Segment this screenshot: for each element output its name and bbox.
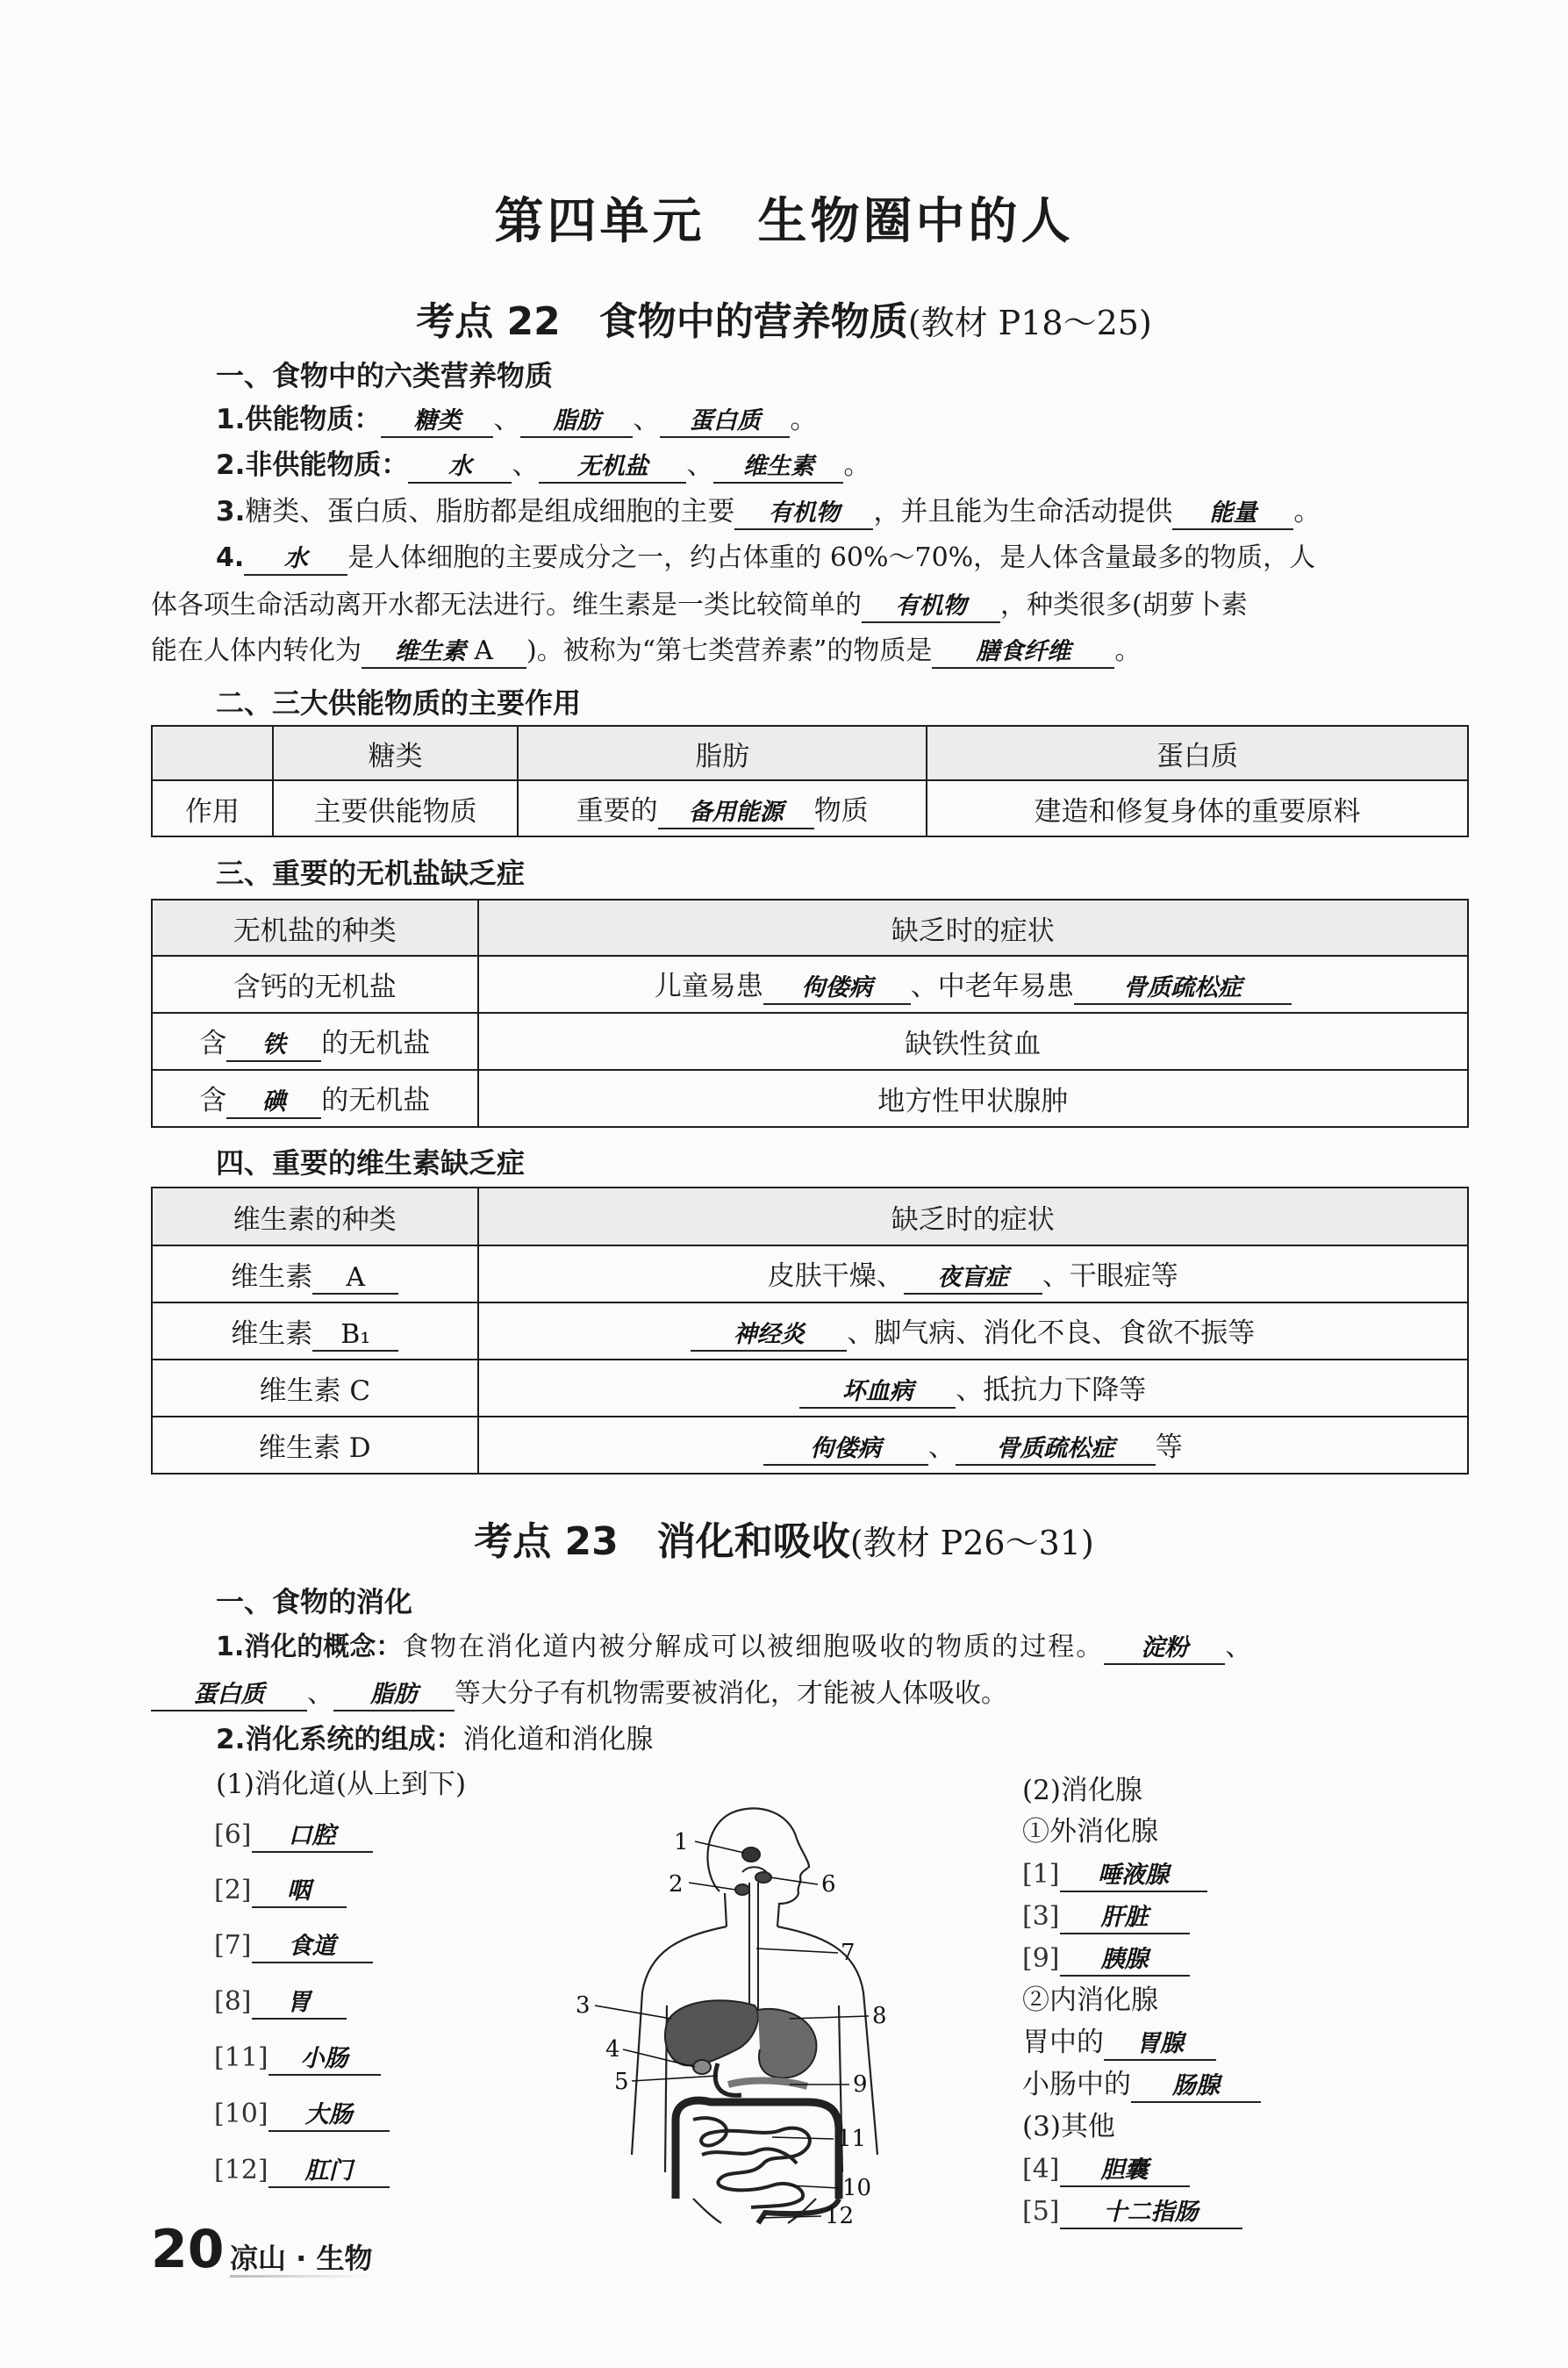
t3-r1-ans: A: [312, 1263, 398, 1295]
kp22-ref: (教材 P18～25): [907, 304, 1152, 342]
q4-ans3-letter: A: [474, 635, 494, 666]
tract-ans: 食道: [252, 1932, 373, 1963]
t3-r4-mid: 、: [927, 1432, 956, 1463]
t2-r1-sym: [478, 956, 1468, 1013]
diagram-label: 7: [841, 1940, 856, 1966]
q1-sep2: 、: [633, 404, 661, 435]
diagram-label: 10: [842, 2175, 872, 2201]
kp23-q1-sep2: 、: [307, 1678, 333, 1709]
q1-ans1: 糖类: [381, 406, 493, 438]
t1-c2-post: 物质: [813, 794, 869, 827]
tract-item: [214, 2040, 381, 2076]
t3-r1-kind: [152, 1245, 478, 1302]
t3-h2: 缺乏时的症状: [478, 1188, 1468, 1245]
footer-text: 凉山 · 生物: [230, 2242, 373, 2275]
kp23-title: [0, 1510, 1568, 1566]
mineral-table: [151, 899, 1469, 1128]
tract-ans: 胃: [252, 1988, 347, 2020]
t3-r1-sym: [478, 1245, 1468, 1302]
kp23-q2-num: 2.: [216, 1724, 246, 1755]
q2-ans3: 维生素: [713, 452, 843, 484]
tract-ans: 大肠: [268, 2100, 390, 2132]
outer-idx: [3]: [1022, 1901, 1060, 1932]
q3-t3: 。: [1293, 496, 1321, 527]
q3-t2: ，并且能为生命活动提供: [873, 496, 1173, 527]
t1-c2-ans: 备用能源: [658, 798, 814, 829]
tract-idx: [11]: [214, 2042, 268, 2073]
t3-r2-kind-text: 维生素: [231, 1317, 313, 1350]
t3-r4-a1: 佝偻病: [763, 1434, 928, 1466]
t2-h2: 缺乏时的症状: [478, 900, 1468, 956]
kp22-q2: [216, 448, 870, 484]
diagram-label: 4: [605, 2036, 620, 2063]
page-number: 20: [151, 2219, 225, 2280]
inner-item-stomach: [1022, 2025, 1216, 2061]
kp23-q1-sep1: 、: [1225, 1632, 1252, 1662]
kp22-q4-line1: [216, 541, 1315, 576]
t2-h1: 无机盐的种类: [152, 900, 478, 956]
diagram-label: 12: [825, 2203, 855, 2225]
outer-title: ①外消化腺: [1022, 1816, 1158, 1848]
t1-h3: 蛋白质: [927, 726, 1468, 780]
inner2-pre: 小肠中的: [1022, 2069, 1131, 2100]
q4-ans1: 水: [244, 544, 347, 576]
other-ans: 十二指肠: [1060, 2198, 1242, 2229]
q2-sep2: 、: [686, 449, 714, 481]
outer-ans: 唾液腺: [1060, 1861, 1207, 1892]
q4-t6: 。: [1114, 635, 1142, 666]
t3-r4-kind: 维生素 D: [152, 1417, 478, 1474]
kp23-q1-a1: 淀粉: [1104, 1633, 1225, 1665]
diagram-label: 2: [669, 1871, 684, 1898]
kp22-title-text: 考点 22 食物中的营养物质: [416, 299, 908, 344]
diagram-label: 6: [821, 1871, 836, 1898]
tract-item: [214, 1817, 373, 1853]
t3-r4-a2: 骨质疏松症: [956, 1434, 1156, 1466]
kp23-q1-t1: 食物在消化道内被分解成可以被细胞吸收的物质的过程。: [402, 1632, 1105, 1662]
t3-r2-post: 、脚气病、消化不良、食欲不振等: [847, 1317, 1256, 1349]
kp23-q1-t2: 等大分子有机物需要被消化，才能被人体吸收。: [455, 1678, 1007, 1709]
tract-item: [214, 2152, 390, 2188]
t3-r4-sym: [478, 1417, 1468, 1474]
q1-end: 。: [790, 404, 818, 435]
kp23-q2-label: 消化系统的组成：: [245, 1724, 463, 1755]
q1-label: 供能物质：: [245, 404, 382, 435]
diagram-label: 5: [614, 2069, 629, 2095]
t2-r1-a2: 骨质疏松症: [1074, 973, 1292, 1005]
kp22-q1: [216, 402, 817, 438]
vitamin-table: [151, 1187, 1469, 1475]
outer-item: [1022, 1898, 1190, 1934]
other-idx: [4]: [1022, 2154, 1060, 2185]
outer-item: [1022, 1941, 1190, 1977]
q1-ans2: 脂肪: [520, 406, 633, 438]
q1-ans3: 蛋白质: [660, 406, 790, 438]
t2-r2-kind: [152, 1013, 478, 1070]
q4-ans3-text: 维生素: [394, 638, 466, 665]
t2-r1-kind: 含钙的无机盐: [152, 956, 478, 1013]
other-item: [1022, 2193, 1242, 2229]
diagram-label: 11: [837, 2126, 867, 2152]
kp23-q1-num: 1.: [216, 1632, 245, 1662]
kp22-title: [0, 290, 1568, 346]
other-item: [1022, 2151, 1190, 2187]
tract-idx: [6]: [214, 1819, 252, 1850]
kp23-title-text: 考点 23 消化和吸收: [474, 1519, 850, 1564]
q2-ans2: 无机盐: [539, 452, 686, 484]
t1-c1: 主要供能物质: [273, 780, 519, 836]
inner-item-intestine: [1022, 2067, 1261, 2103]
q4-t3: ，种类很多(胡萝卜素: [1000, 590, 1248, 621]
q4-num: 4.: [216, 542, 245, 573]
t2-r2-pre: 含: [199, 1028, 227, 1059]
inner1-pre: 胃中的: [1022, 2027, 1104, 2058]
t1-h0: [152, 726, 273, 780]
t1-c2-pre: 重要的: [576, 794, 658, 827]
kp23-q2: [216, 1722, 653, 1757]
q2-num: 2.: [216, 449, 246, 481]
q3-t1: 糖类、蛋白质、脂肪都是组成细胞的主要: [245, 496, 735, 527]
inner-title: ②内消化腺: [1022, 1984, 1158, 2016]
tract-item: [214, 2096, 390, 2132]
tract-idx: [2]: [214, 1875, 252, 1905]
tract-idx: [12]: [214, 2155, 268, 2185]
t2-r3-ans: 碘: [226, 1087, 321, 1119]
q3-ans1: 有机物: [734, 499, 873, 530]
tract-title: (1)消化道(从上到下): [216, 1769, 467, 1800]
t1-h2: 脂肪: [518, 726, 927, 780]
t3-r2-ans: B₁: [312, 1320, 398, 1352]
outer-item: [1022, 1856, 1207, 1892]
t3-r1-post: 、干眼症等: [1042, 1260, 1178, 1292]
q2-label: 非供能物质：: [245, 449, 409, 481]
kp22-sec3: 三、重要的无机盐缺乏症: [216, 857, 526, 890]
t2-r2-sym: 缺铁性贫血: [478, 1013, 1468, 1070]
q2-ans1: 水: [408, 452, 512, 484]
t3-r2-a1: 神经炎: [691, 1320, 847, 1352]
outer-idx: [9]: [1022, 1943, 1060, 1974]
t1-h1: 糖类: [273, 726, 519, 780]
q4-ans3: [362, 636, 526, 669]
kp22-sec1: 一、食物中的六类营养物质: [216, 359, 554, 392]
tract-item: [214, 1984, 347, 2020]
t1-row-label: 作用: [152, 780, 273, 836]
q4-t4: 能在人体内转化为: [151, 635, 362, 666]
kp23-ref: (教材 P26～31): [849, 1524, 1094, 1562]
kp23-sec1: 一、食物的消化: [216, 1585, 413, 1618]
t3-r1-pre: 皮肤干燥、: [767, 1260, 904, 1292]
t3-r1-a1: 夜盲症: [904, 1263, 1042, 1295]
diagram-label: 3: [576, 1992, 591, 2019]
diagram-label: 9: [853, 2071, 868, 2098]
t2-r3-sym: 地方性甲状腺肿: [478, 1070, 1468, 1127]
t2-r3-kind: [152, 1070, 478, 1127]
q3-ans2: 能量: [1172, 499, 1293, 530]
q1-sep1: 、: [493, 404, 521, 435]
t2-r3-pre: 含: [199, 1085, 227, 1116]
kp23-q1-line1: [216, 1630, 1251, 1665]
kp23-q1-label: 消化的概念：: [244, 1632, 403, 1662]
other-title: (3)其他: [1022, 2111, 1115, 2142]
kp23-q1-line2: [151, 1676, 1007, 1711]
t3-r2-kind: [152, 1302, 478, 1360]
q1-num: 1.: [216, 404, 246, 435]
t3-r4-post: 等: [1155, 1432, 1183, 1463]
t2-r1-mid: 、中老年易患: [910, 971, 1074, 1002]
q4-t1: 是人体细胞的主要成分之一，约占体重的 60%～70%，是人体含量最多的物质，人: [347, 542, 1316, 573]
other-ans: 胆囊: [1060, 2156, 1190, 2187]
kp22-q4-line2: [151, 588, 1248, 623]
t2-r1-pre: 儿童易患: [654, 971, 763, 1002]
outer-ans: 肝脏: [1060, 1903, 1190, 1934]
t2-r1-a1: 佝偻病: [763, 973, 911, 1005]
t3-r3-a1: 坏血病: [799, 1377, 956, 1409]
kp22-q3: [216, 494, 1321, 530]
outer-idx: [1]: [1022, 1859, 1060, 1890]
t2-r2-ans: 铁: [226, 1030, 321, 1062]
diagram-label: 1: [674, 1829, 689, 1855]
kp23-q1-a2: 蛋白质: [151, 1680, 307, 1711]
t3-r3-kind: 维生素 C: [152, 1360, 478, 1417]
t3-h1: 维生素的种类: [152, 1188, 478, 1245]
q2-end: 。: [843, 449, 871, 481]
kp22-q4-line3: [151, 634, 1141, 669]
kp23-q2-t1: 消化道和消化腺: [462, 1724, 654, 1755]
tract-idx: [7]: [214, 1930, 252, 1961]
t2-r2-post: 的无机盐: [321, 1028, 431, 1059]
digestive-system-diagram: [570, 1786, 939, 2225]
t3-r2-sym: [478, 1302, 1468, 1360]
tract-ans: 口腔: [252, 1821, 373, 1853]
other-idx: [5]: [1022, 2196, 1060, 2227]
t3-r3-sym: [478, 1360, 1468, 1417]
t3-r3-post: 、抵抗力下降等: [956, 1374, 1147, 1406]
nutrient-function-table: [151, 725, 1469, 837]
outer-ans: 胰腺: [1060, 1945, 1190, 1977]
kp22-sec2: 二、三大供能物质的主要作用: [216, 686, 582, 720]
tract-item: [214, 1872, 347, 1908]
tract-ans: 肛门: [268, 2156, 390, 2188]
q4-t5: )。被称为“第七类营养素”的物质是: [526, 635, 933, 666]
q4-ans2: 有机物: [862, 592, 1000, 623]
tract-idx: [8]: [214, 1986, 252, 2017]
tract-ans: 小肠: [268, 2044, 381, 2076]
tract-item: [214, 1927, 373, 1963]
tract-idx: [10]: [214, 2099, 268, 2129]
unit-title: 第四单元 生物圈中的人: [494, 193, 1074, 250]
q2-sep1: 、: [512, 449, 540, 481]
kp23-q1-a3: 脂肪: [333, 1680, 455, 1711]
glands-title: (2)消化腺: [1022, 1775, 1142, 1806]
inner2-ans: 肠腺: [1131, 2071, 1261, 2103]
footer-rule: [230, 2275, 370, 2278]
q3-num: 3.: [216, 496, 246, 527]
t1-c3: 建造和修复身体的重要原料: [927, 780, 1468, 836]
inner1-ans: 胃腺: [1104, 2029, 1216, 2061]
t1-c2: [518, 780, 927, 836]
q4-ans4: 膳食纤维: [932, 637, 1114, 669]
tract-ans: 咽: [252, 1876, 347, 1908]
diagram-label: 8: [872, 2003, 887, 2029]
t2-r3-post: 的无机盐: [321, 1085, 431, 1116]
kp22-sec4: 四、重要的维生素缺乏症: [216, 1146, 526, 1180]
q4-t2: 体各项生命活动离开水都无法进行。维生素是一类比较简单的: [151, 590, 862, 621]
t3-r1-kind-text: 维生素: [231, 1260, 313, 1293]
